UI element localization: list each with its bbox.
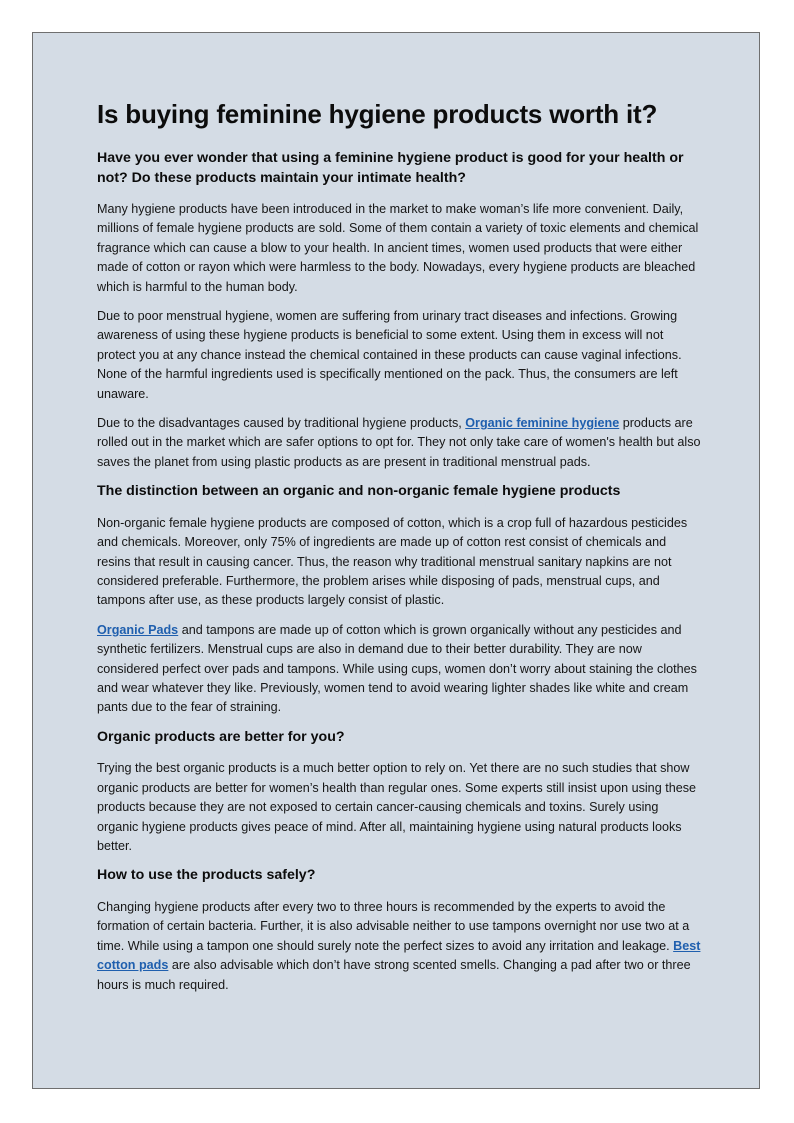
paragraph-text: are also advisable which don’t have strong scented smells. Changing a pad after two or three hours is much required. (97, 958, 691, 992)
paragraph-text: Due to the disadvantages caused by traditional hygiene products, (97, 416, 466, 431)
paragraph-safety (97, 898, 703, 995)
heading-distinction: The distinction between an organic and non-organic female hygiene products (97, 483, 621, 500)
paragraph-organic-hygiene (97, 414, 703, 472)
paragraph-better-option: Trying the best organic products is a much better option to rely on. Yet there are no such studies that show organic products are better for women’s health than regular ones. Some experts still insist upon using these products because they are not exposed to certain cancer-causing chemicals and toxins. Surely using organic hygiene products gives peace of mind. After all, maintaining hygiene using natural products looks better. (97, 761, 697, 853)
article-subtitle: Have you ever wonder that using a feminine hygiene product is good for your health or not? Do these products maintain your intimate health? (97, 150, 684, 186)
paragraph-text: and tampons are made up of cotton which is grown organically without any pesticides and synthetic fertilizers. Menstrual cups are also in demand due to their better durability. They are now considered perfect over pads and tampons. While using cups, women don’t worry about staining the clothes and wear whatever they like. Previously, women tend to avoid wearing lighter shades like white and cream pants due to the fear of straining. (97, 622, 697, 715)
paragraph-menstrual-hygiene: Due to poor menstrual hygiene, women are suffering from urinary tract diseases and infections. Growing awareness of using these hygiene products is beneficial to some extent. Using them in excess will not protect you at any chance instead the chemical contained in these products can cause vaginal infections. None of the harmful ingredients used is specifically mentioned on the pack. Thus, the consumers are left unaware. (97, 309, 682, 401)
paragraph-text: Changing hygiene products after every two to three hours is recommended by the experts to avoid the formation of certain bacteria. Further, it is also advisable neither to use tampons overnight nor use two at a time. While using a tampon one should surely note the perfect sizes to avoid any irritation and leakage. (97, 899, 690, 953)
article-body (97, 99, 703, 1005)
heading-better-for-you: Organic products are better for you? (97, 728, 345, 745)
paragraph-intro: Many hygiene products have been introduced in the market to make woman’s life more convenient. Daily, millions of female hygiene products are sold. Some of them contain a variety of toxic elements and chemical fragrance which can cause a blow to your health. In ancient times, women used products that were either made of cotton or rayon which were harmless to the body. Nowadays, every hygiene products are bleached which is harmful to the human body. (97, 202, 699, 294)
heading-use-safely: How to use the products safely? (97, 867, 316, 884)
document-page (32, 32, 760, 1089)
organic-feminine-hygiene-link[interactable]: Organic feminine hygiene (465, 416, 620, 431)
paragraph-non-organic: Non-organic female hygiene products are composed of cotton, which is a crop full of hazardous pesticides and chemicals. Moreover, only 75% of ingredients are made up of cotton rest consist of chemicals and resins that result in causing cancer. Thus, the reason why traditional menstrual sanitary napkins are not considered preferable. Furthermore, the problem arises while disposing of pads, menstrual cups, and tampons after use, as these products largely consist of plastic. (97, 515, 688, 608)
paragraph-text: products are rolled out in the market which are safer options to opt for. They not only take care of women's health but also saves the planet from using plastic products as are present in traditional menstrual pads. (97, 416, 701, 469)
paragraph-organic-pads (97, 621, 703, 718)
best-cotton-pads-link[interactable]: Best cotton pads (97, 938, 701, 973)
organic-pads-link[interactable]: Organic Pads (97, 622, 179, 637)
article-title: Is buying feminine hygiene products worth it? (97, 99, 658, 129)
